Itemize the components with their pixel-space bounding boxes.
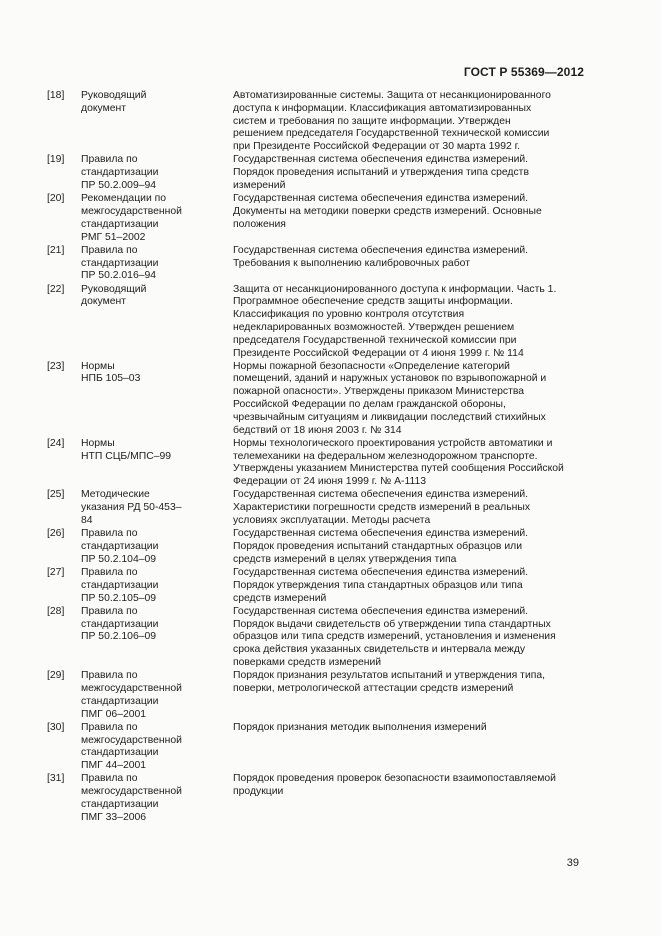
- reference-item: [47, 193, 587, 244]
- reference-type: Правила по стандартизации ПР 50.2.016–94: [81, 244, 159, 282]
- reference-number: [28]: [47, 605, 65, 617]
- reference-description: Порядок проведения проверок безопасности взаимопоставляемой продукции: [233, 773, 556, 798]
- page-number: 39: [566, 857, 579, 869]
- reference-description: Государственная система обеспечения единства измерений. Порядок выдачи свидетельств об утверждении типа стандартных образцов или типа средств измерений, установления и изменения срока действия указанных свидетельств и интервала между поверками средств измерений: [233, 605, 556, 668]
- document-header: ГОСТ Р 55369—2012: [463, 65, 584, 79]
- reference-item: [47, 154, 587, 192]
- reference-description: Государственная система обеспечения единства измерений. Характеристики погрешности средств измерений в реальных условиях эксплуатации. Методы расчета: [233, 489, 531, 527]
- reference-type: Методические указания РД 50-453– 84: [81, 489, 182, 527]
- reference-number: [25]: [47, 489, 65, 501]
- reference-number: [21]: [47, 244, 65, 256]
- reference-item: [47, 670, 587, 721]
- reference-type: Правила по стандартизации ПР 50.2.104–09: [81, 528, 159, 565]
- reference-number: [24]: [47, 437, 65, 449]
- reference-number: [23]: [47, 360, 65, 372]
- reference-description: Государственная система обеспечения единства измерений. Порядок проведения испытаний и утверждения типа средств измерений: [233, 154, 529, 191]
- reference-type: Нормы НПБ 105–03: [81, 360, 141, 385]
- reference-description: Автоматизированные системы. Защита от несанкционированного доступа к информации. Классификация автоматизированных систем и требования по защите информации. Утвержден решением председателя Государственной технической комиссии при Президенте Российской Федерации от 30 марта 1992 г.: [233, 90, 551, 153]
- reference-list: [47, 90, 587, 825]
- reference-type: Правила по межгосударственной стандартизации ПМГ 44–2001: [81, 721, 182, 772]
- reference-item: [47, 722, 587, 773]
- reference-number: [22]: [47, 283, 65, 295]
- reference-number: [30]: [47, 721, 65, 733]
- reference-type: Рекомендации по межгосударственной стандартизации РМГ 51–2002: [81, 193, 182, 243]
- reference-item: [47, 567, 587, 605]
- reference-item: [47, 284, 587, 361]
- reference-description: Порядок признания результатов испытаний и утверждения типа, поверки, метрологической аттестации средств измерений: [233, 670, 546, 694]
- reference-number: [18]: [47, 90, 65, 101]
- reference-type: Правила по межгосударственной стандартизации ПМГ 06–2001: [81, 670, 182, 720]
- reference-number: [31]: [47, 773, 65, 785]
- reference-item: [47, 245, 587, 283]
- reference-item: [47, 438, 587, 489]
- reference-number: [29]: [47, 670, 65, 682]
- reference-item: [47, 90, 587, 154]
- reference-description: Нормы пожарной безопасности «Определение категорий помещений, зданий и наружных установок по взрывопожарной и пожарной опасности». Утверждены приказом Министерства Российской Федерации по делам гражданской обороны, чрезвычайным ситуациям и ликвидации последствий стихийных бедствий от 18 июня 2003 г. № 314: [233, 360, 547, 436]
- reference-item: [47, 528, 587, 566]
- reference-description: Государственная система обеспечения единства измерений. Требования к выполнению калибровочных работ: [233, 244, 529, 269]
- reference-description: Государственная система обеспечения единства измерений. Документы на методики поверки средств измерений. Основные положения: [233, 193, 542, 230]
- reference-item: [47, 773, 587, 824]
- reference-type: Правила по стандартизации ПР 50.2.105–09: [81, 567, 159, 604]
- reference-description: Порядок признания методик выполнения измерений: [233, 721, 487, 733]
- reference-type: Руководящий документ: [81, 283, 147, 308]
- reference-item: [47, 489, 587, 527]
- reference-type: Руководящий документ: [81, 90, 147, 114]
- reference-item: [47, 606, 587, 670]
- reference-type: Правила по межгосударственной стандартизации ПМГ 33–2006: [81, 773, 182, 823]
- reference-description: Государственная система обеспечения единства измерений. Порядок утверждения типа стандартных образцов или типа средств измерений: [233, 567, 529, 604]
- reference-number: [27]: [47, 567, 65, 578]
- reference-number: [20]: [47, 193, 65, 205]
- reference-item: [47, 361, 587, 438]
- reference-type: Правила по стандартизации ПР 50.2.106–09: [81, 605, 159, 643]
- reference-type: Правила по стандартизации ПР 50.2.009–94: [81, 154, 159, 191]
- reference-description: Защита от несанкционированного доступа к информации. Часть 1. Программное обеспечение средств защиты информации. Классификация по уровню контроля отсутствия недекларированных возможностей. Утвержден решением председателя Государственной технической комиссии при Президенте Российской Федерации от 4 июня 1999 г. № 114: [233, 283, 557, 359]
- reference-number: [19]: [47, 154, 65, 166]
- reference-description: Государственная система обеспечения единства измерений. Порядок проведения испытаний стандартных образцов или средств измерений в целях утверждения типа: [233, 528, 529, 565]
- reference-number: [26]: [47, 528, 65, 540]
- reference-type: Нормы НТП СЦБ/МПС–99: [81, 437, 172, 462]
- reference-description: Нормы технологического проектирования устройств автоматики и телемеханики на федеральном железнодорожном транспорте. Утверждены указанием Министерства путей сообщения Российской Федерации от 24 июня 1999 г. № А-1113: [233, 437, 564, 488]
